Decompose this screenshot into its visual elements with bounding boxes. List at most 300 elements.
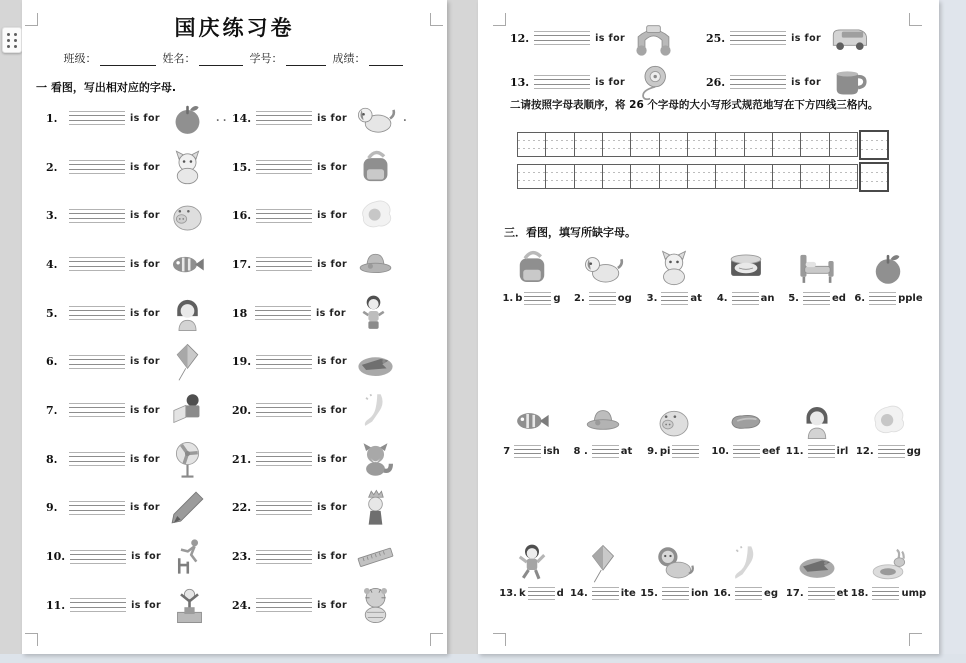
fill-item [712,395,779,458]
fill-number: 11. [785,446,804,457]
answer-blank-lines[interactable] [69,452,125,466]
fill-item [784,242,851,305]
question-grid-top [510,16,872,104]
question-number: 26. [706,75,726,89]
question-number: 21. [232,452,252,466]
question-number: 20. [232,403,252,417]
question-number: 23. [232,550,252,564]
document-page-2[interactable] [478,0,939,654]
fill-item [784,537,851,600]
letter-grid-cell[interactable] [575,165,603,188]
fill-item [784,395,851,458]
letter-grid-cell[interactable] [518,133,546,156]
fish-icon [165,242,211,287]
kite-icon [582,537,624,584]
question-item [232,240,407,289]
fox-icon [352,437,398,482]
letter-grid-cell[interactable] [660,165,688,188]
jet-icon [352,339,398,384]
is-for-label: is for [130,307,160,319]
is-for-label: is for [131,551,162,563]
question-number: 18 [232,306,248,320]
girl-icon [796,395,838,442]
question-item [232,435,407,484]
fill-blank-lines[interactable] [872,587,899,600]
letter-grid-cell[interactable] [631,133,659,156]
answer-blank-lines[interactable] [256,550,312,564]
fill-label [499,587,564,600]
fill-blank-lines[interactable] [808,587,835,600]
fill-letter-row [498,242,922,305]
fill-item [498,242,565,305]
answer-blank-lines[interactable] [69,355,125,369]
question-number: 25. [706,31,726,45]
kid-icon [511,537,553,584]
question-number: 14. [232,111,252,125]
student-info-line [22,50,447,66]
fill-suffix: pple [898,293,923,304]
fill-number: 4. [716,293,728,304]
is-for-label: is for [595,76,626,88]
fill-blank-lines[interactable] [869,292,896,305]
is-for-label: is for [317,404,348,416]
question-number: 10. [46,550,66,564]
answer-blank-lines[interactable] [256,209,312,223]
boy-icon [351,291,397,336]
fill-label [647,445,701,458]
fill-label [503,445,559,458]
ruler-icon [352,534,398,579]
question-number: 7. [46,403,58,417]
fill-item [712,537,779,600]
drag-handle-dot [14,45,17,48]
apple-icon [165,96,211,141]
hat-icon [582,395,624,442]
fill-suffix: et [836,588,849,599]
fill-number: 13. [499,588,517,599]
fill-letter-row [498,395,922,458]
section1-heading: 一 看图，写出相对应的字母. [36,81,177,94]
info-label: 成绩： [332,52,366,65]
fried-egg-icon [352,193,398,238]
drag-handle-dot [7,39,10,42]
answer-blank-lines[interactable] [256,257,312,271]
letter-grid-cell[interactable] [688,165,716,188]
fill-suffix: eg [764,588,778,599]
letter-grid-cell[interactable] [660,133,688,156]
kite-icon [165,339,211,384]
letter-grid-cell[interactable] [773,165,801,188]
fill-suffix: gg [906,446,921,457]
question-number: 1. [46,111,58,125]
bed-icon [796,242,838,289]
answer-blank-lines[interactable] [69,257,125,271]
fill-number: 8 . [573,446,588,457]
zoo-gate-icon [630,16,676,61]
answer-blank-lines[interactable] [69,403,125,417]
fill-suffix: eef [762,446,780,457]
question-item [46,581,226,630]
question-column-left [46,94,226,630]
info-field [333,50,406,66]
is-for-label: is for [791,76,822,88]
question-item [232,289,407,338]
section3-heading: 三．看图，填写所缺字母。 [504,226,636,239]
is-for-label: is for [130,453,160,465]
question-number: 17. [232,257,252,271]
is-for-label: is for [317,599,348,611]
is-for-label: is for [130,258,160,270]
fish-icon [511,395,553,442]
is-for-label: is for [317,210,348,222]
fill-label [647,292,702,305]
fill-suffix: ump [901,588,927,599]
answer-blank-lines[interactable] [256,403,312,417]
info-field [250,50,329,66]
question-item [46,386,226,435]
question-item [46,484,226,533]
letter-grid-cell[interactable] [546,133,574,156]
question-item [232,581,407,630]
fill-label [786,445,849,458]
question-item [46,240,226,289]
fill-blank-lines[interactable] [878,445,905,458]
fill-blank-lines[interactable] [732,292,759,305]
question-column-right [232,94,407,630]
climbing-up-icon [166,534,212,579]
letter-grid-cell[interactable] [546,165,574,188]
hat-icon [352,242,398,287]
text-boundary-mark [25,633,38,646]
fill-item [569,395,636,458]
fill-item [712,242,779,305]
is-for-label: is for [316,307,346,319]
queen-icon [352,485,398,530]
fill-label [711,445,780,458]
fan-icon [165,437,211,482]
drag-handle-dot [7,33,10,36]
fill-number: 18. [850,588,869,599]
is-for-label: is for [317,258,348,270]
text-boundary-mark [493,633,506,646]
letter-grid-cell[interactable] [716,165,744,188]
fill-blank-lines[interactable] [672,445,699,458]
winner-icon [166,583,212,628]
question-item [46,191,226,240]
letter-grid-cell[interactable] [859,130,889,160]
fill-label [786,587,848,600]
fill-blank-lines[interactable] [528,587,555,600]
fill-blank-lines[interactable] [589,292,616,305]
apple-icon [867,242,909,289]
question-item [232,337,407,386]
info-blank[interactable] [100,54,156,66]
fill-suffix: at [620,446,633,457]
answer-blank-lines[interactable] [69,209,125,223]
info-blank[interactable] [369,54,403,66]
question-number: 4. [46,257,58,271]
fill-number: 15. [640,588,658,599]
dog-icon [582,242,624,289]
answer-blank-lines[interactable] [70,550,126,564]
jump-icon [867,537,909,584]
tiger-icon [352,583,398,628]
schoolbag-icon [352,145,398,190]
info-label: 学号： [249,52,283,65]
fill-number: 9. [647,446,658,457]
question-number: 11. [46,598,66,612]
question-item [232,532,407,581]
letter-grid-cell[interactable] [859,162,889,192]
is-for-label: is for [595,32,626,44]
question-item [46,435,226,484]
worksheet-title: 国庆练习卷 [174,15,295,40]
is-for-label: is for [317,112,348,124]
reading-boy-icon [165,388,211,433]
question-number: 9. [46,501,58,515]
answer-blank-lines[interactable] [256,160,312,174]
info-blank[interactable] [199,54,243,66]
fill-item [498,395,565,458]
letter-grid [517,164,858,189]
fill-number: 7 [503,446,511,457]
fill-suffix: at [690,293,702,304]
fill-label [856,445,921,458]
letter-grid-cell[interactable] [830,133,857,156]
fill-item [641,537,708,600]
answer-blank-lines[interactable] [256,355,312,369]
fill-blank-lines[interactable] [662,587,689,600]
question-item [232,386,407,435]
info-blank[interactable] [286,54,326,66]
is-for-label: is for [317,453,348,465]
fill-suffix: d [556,588,564,599]
answer-blank-lines[interactable] [256,598,312,612]
question-number: 5. [46,306,58,320]
fill-blank-lines[interactable] [803,292,830,305]
info-label: 班级： [63,52,97,65]
fill-item [569,242,636,305]
question-number: 2. [46,160,58,174]
question-number: 8. [46,452,58,466]
girl-icon [165,291,211,336]
letter-grid-cell[interactable] [575,133,603,156]
question-number: 13. [510,75,530,89]
is-for-label: is for [130,404,160,416]
info-field [163,50,246,66]
is-for-label: is for [317,502,348,514]
answer-blank-lines[interactable] [534,75,590,89]
question-item [46,143,226,192]
question-item [46,289,226,338]
text-boundary-mark [430,633,443,646]
fill-label [713,587,778,600]
answer-blank-lines[interactable] [534,31,590,45]
fill-item [855,242,922,305]
letter-grid-cell[interactable] [745,165,773,188]
dog-icon [352,96,398,141]
question-number: 22. [232,501,252,515]
question-number: 19. [232,355,252,369]
letter-grid-cell[interactable] [631,165,659,188]
fill-blank-lines[interactable] [661,292,688,305]
drag-handle-dot [14,33,17,36]
question-item [706,16,872,60]
fill-item [569,537,636,600]
fill-suffix: ed [831,293,846,304]
question-item [510,16,706,60]
question-number: 12. [510,31,530,45]
is-for-label: is for [317,551,348,563]
question-item [46,337,226,386]
can-icon [725,242,767,289]
question-item [46,94,226,143]
is-for-label: is for [130,502,160,514]
is-for-label: is for [317,356,348,368]
fill-label [574,292,632,305]
info-field [64,50,159,66]
text-boundary-mark [909,633,922,646]
fried-egg-icon [867,395,909,442]
letter-grid-cell[interactable] [603,165,631,188]
fill-blank-lines[interactable] [592,587,619,600]
letter-grid-cell[interactable] [518,165,546,188]
pen-icon [165,485,211,530]
question-item [232,484,407,533]
answer-blank-lines[interactable] [730,75,786,89]
question-item [232,143,407,192]
drag-handle-dot [14,39,17,42]
drag-handle-dot [7,45,10,48]
fill-item [855,395,922,458]
answer-blank-lines[interactable] [70,598,126,612]
answer-blank-lines[interactable] [69,160,125,174]
fill-number: 5. [788,293,799,304]
question-number: 3. [46,209,58,223]
answer-blank-lines[interactable] [730,31,786,45]
fill-item [498,537,565,600]
fill-label [570,587,636,600]
letter-writing-grid-row-1 [517,132,858,157]
window-edge-strip [939,0,966,663]
answer-blank-lines[interactable] [69,501,125,515]
is-for-label: is for [130,161,160,173]
letter-grid-cell[interactable] [603,133,631,156]
letter-grid-cell[interactable] [745,133,773,156]
info-label: 姓名： [162,52,196,65]
fill-suffix: ite [620,588,636,599]
answer-blank-lines[interactable] [256,501,312,515]
fill-prefix: b [515,293,523,304]
schoolbag-icon [511,242,553,289]
fill-number: 17. [785,588,804,599]
letter-grid-cell[interactable] [830,165,857,188]
fill-item [641,242,708,305]
fill-suffix: an [760,293,775,304]
is-for-label: is for [130,356,160,368]
answer-blank-lines[interactable] [69,111,125,125]
question-number: 6. [46,355,58,369]
question-item [232,191,407,240]
fill-label [788,292,846,305]
text-boundary-mark [909,13,922,26]
fill-number: 1. [502,293,514,304]
is-for-label: is for [317,161,348,173]
fill-label [854,292,922,305]
question-number: 16. [232,209,252,223]
answer-blank-lines[interactable] [69,306,125,320]
fill-label [502,292,560,305]
van-icon [826,16,872,61]
fill-blank-lines[interactable] [808,445,835,458]
question-number: 15. [232,160,252,174]
question-item [232,94,407,143]
letter-writing-grid-row-2 [517,164,858,189]
is-for-label: is for [791,32,822,44]
fill-blank-lines[interactable] [514,445,541,458]
fill-suffix: g [553,293,561,304]
leg-icon [352,388,398,433]
fill-suffix: irl [836,446,849,457]
answer-blank-lines[interactable] [256,452,312,466]
fill-letter-row [498,537,927,600]
fill-blank-lines[interactable] [592,445,619,458]
section2-heading: 二请按照字母表顺序，将 26 个字母的大小写形式规范地写在下方四线三格内。 [510,99,879,111]
question-item [46,532,226,581]
is-for-label: is for [131,599,162,611]
letter-grid-cell[interactable] [773,133,801,156]
fill-number: 12. [855,446,874,457]
fill-suffix: ish [543,446,560,457]
is-for-label: is for [130,210,160,222]
fill-number: 14. [570,588,588,599]
question-number: 24. [232,598,252,612]
fill-number: 10. [711,446,730,457]
fill-label [640,587,708,600]
fill-number: 6. [854,293,866,304]
answer-blank-lines[interactable] [255,306,311,320]
jet-icon [796,537,838,584]
fill-blank-lines[interactable] [735,587,762,600]
fill-item [850,537,927,600]
letter-grid-cell[interactable] [801,133,829,156]
fill-item [641,395,708,458]
cat-icon [653,242,695,289]
letter-grid-cell[interactable] [688,133,716,156]
fill-blank-lines[interactable] [524,292,551,305]
fill-number: 16. [713,588,732,599]
fill-suffix: og [617,293,632,304]
fill-prefix: pi [659,446,671,457]
fill-number: 2. [573,293,585,304]
fill-label [574,445,633,458]
text-boundary-mark [493,13,506,26]
window-bottom-strip [0,654,966,663]
fill-number: 3. [646,293,658,304]
document-page-1[interactable] [22,0,447,654]
letter-grid-cell[interactable] [716,133,744,156]
drag-handle[interactable] [2,27,22,53]
beef-icon [725,395,767,442]
fill-blank-lines[interactable] [733,445,760,458]
fill-prefix: k [518,588,526,599]
letter-grid-cell[interactable] [801,165,829,188]
fill-label [851,587,926,600]
lion-icon [653,537,695,584]
answer-blank-lines[interactable] [256,111,312,125]
leg-icon [725,537,767,584]
letter-grid [517,132,858,157]
